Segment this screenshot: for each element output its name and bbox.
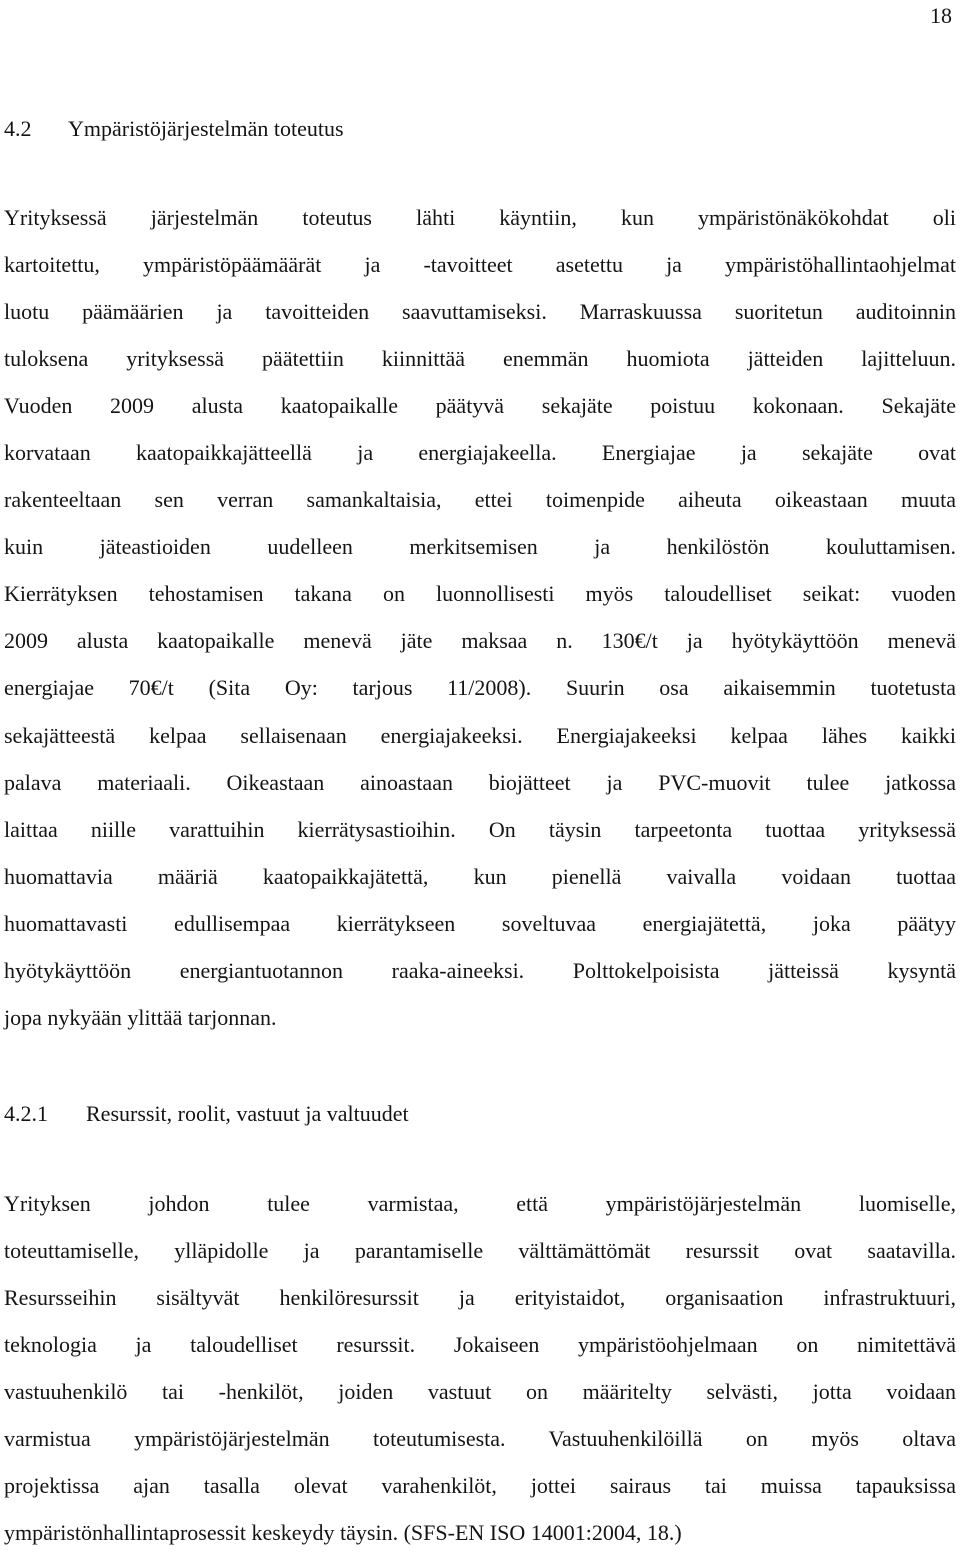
section-title: Ympäristöjärjestelmän toteutus (68, 116, 344, 141)
section-heading (4, 116, 344, 142)
text-line: korvataan kaatopaikkajätteellä ja energiajakeella. Energiajae ja sekajäte ovat (4, 440, 956, 466)
text-line: huomattavia määriä kaatopaikkajätettä, kun pienellä vaivalla voidaan tuottaa (4, 863, 956, 889)
text-line: teknologia ja taloudelliset resurssit. Jokaiseen ympäristöohjelmaan on nimitettävä (4, 1332, 956, 1358)
page-number: 18 (930, 3, 952, 28)
subsection-title: Resurssit, roolit, vastuut ja valtuudet (86, 1101, 409, 1126)
text-line: 2009 alusta kaatopaikalle menevä jäte maksaa n. 130€/t ja hyötykäyttöön menevä (4, 628, 956, 654)
text-line: varmistua ympäristöjärjestelmän toteutumisesta. Vastuuhenkilöillä on myös oltava (4, 1426, 956, 1452)
body-paragraph (4, 194, 956, 1041)
text-line: Yrityksessä järjestelmän toteutus lähti käyntiin, kun ympäristönäkökohdat oli (4, 205, 956, 230)
subsection-heading (4, 1101, 409, 1127)
text-line: Kierrätyksen tehostamisen takana on luonnollisesti myös taloudelliset seikat: vuoden (4, 581, 956, 607)
text-line: palava materiaali. Oikeastaan ainoastaan biojätteet ja PVC-muovit tulee jatkossa (4, 769, 956, 795)
text-line: vastuuhenkilö tai -henkilöt, joiden vastuut on määritelty selvästi, jotta voidaan (4, 1379, 956, 1405)
text-line: kuin jäteastioiden uudelleen merkitsemisen ja henkilöstön kouluttamisen. (4, 534, 956, 560)
text-line: hyötykäyttöön energiantuotannon raaka-aineeksi. Polttokelpoisista jätteissä kysyntä (4, 957, 956, 983)
subsection-number: 4.2.1 (4, 1101, 48, 1126)
body-paragraph (4, 1180, 956, 1556)
text-line: energiajae 70€/t (Sita Oy: tarjous 11/2008). Suurin osa aikaisemmin tuotetusta (4, 675, 956, 701)
text-line: Resursseihin sisältyvät henkilöresurssit ja erityistaidot, organisaation infrastruktuuri, (4, 1285, 956, 1311)
text-line: huomattavasti edullisempaa kierrätykseen soveltuvaa energiajätettä, joka päätyy (4, 910, 956, 936)
text-line: toteuttamiselle, ylläpidolle ja parantamiselle välttämättömät resurssit ovat saatavilla. (4, 1238, 956, 1264)
text-line: Vuoden 2009 alusta kaatopaikalle päätyvä sekajäte poistuu kokonaan. Sekajäte (4, 393, 956, 419)
text-line: ympäristönhallintaprosessit keskeydy täysin. (SFS-EN ISO 14001:2004, 18.) (4, 1520, 682, 1546)
text-line: kartoitettu, ympäristöpäämäärät ja -tavoitteet asetettu ja ympäristöhallintaohjelmat (4, 252, 956, 278)
text-line: rakenteeltaan sen verran samankaltaisia, ettei toimenpide aiheuta oikeastaan muuta (4, 487, 956, 513)
text-line: jopa nykyään ylittää tarjonnan. (4, 1004, 277, 1030)
section-number: 4.2 (4, 116, 32, 141)
text-line: luotu päämäärien ja tavoitteiden saavuttamiseksi. Marraskuussa suoritetun auditoinnin (4, 299, 956, 325)
text-line: tuloksena yrityksessä päätettiin kiinnittää enemmän huomiota jätteiden lajitteluun. (4, 346, 956, 372)
text-line: projektissa ajan tasalla olevat varahenkilöt, jottei sairaus tai muissa tapauksissa (4, 1473, 956, 1499)
text-line: laittaa niille varattuihin kierrätysastioihin. On täysin tarpeetonta tuottaa yrityksessä (4, 816, 956, 842)
text-line: sekajätteestä kelpaa sellaisenaan energiajakeeksi. Energiajakeeksi kelpaa lähes kaikki (4, 722, 956, 748)
text-line: Yrityksen johdon tulee varmistaa, että ympäristöjärjestelmän luomiselle, (4, 1191, 956, 1216)
